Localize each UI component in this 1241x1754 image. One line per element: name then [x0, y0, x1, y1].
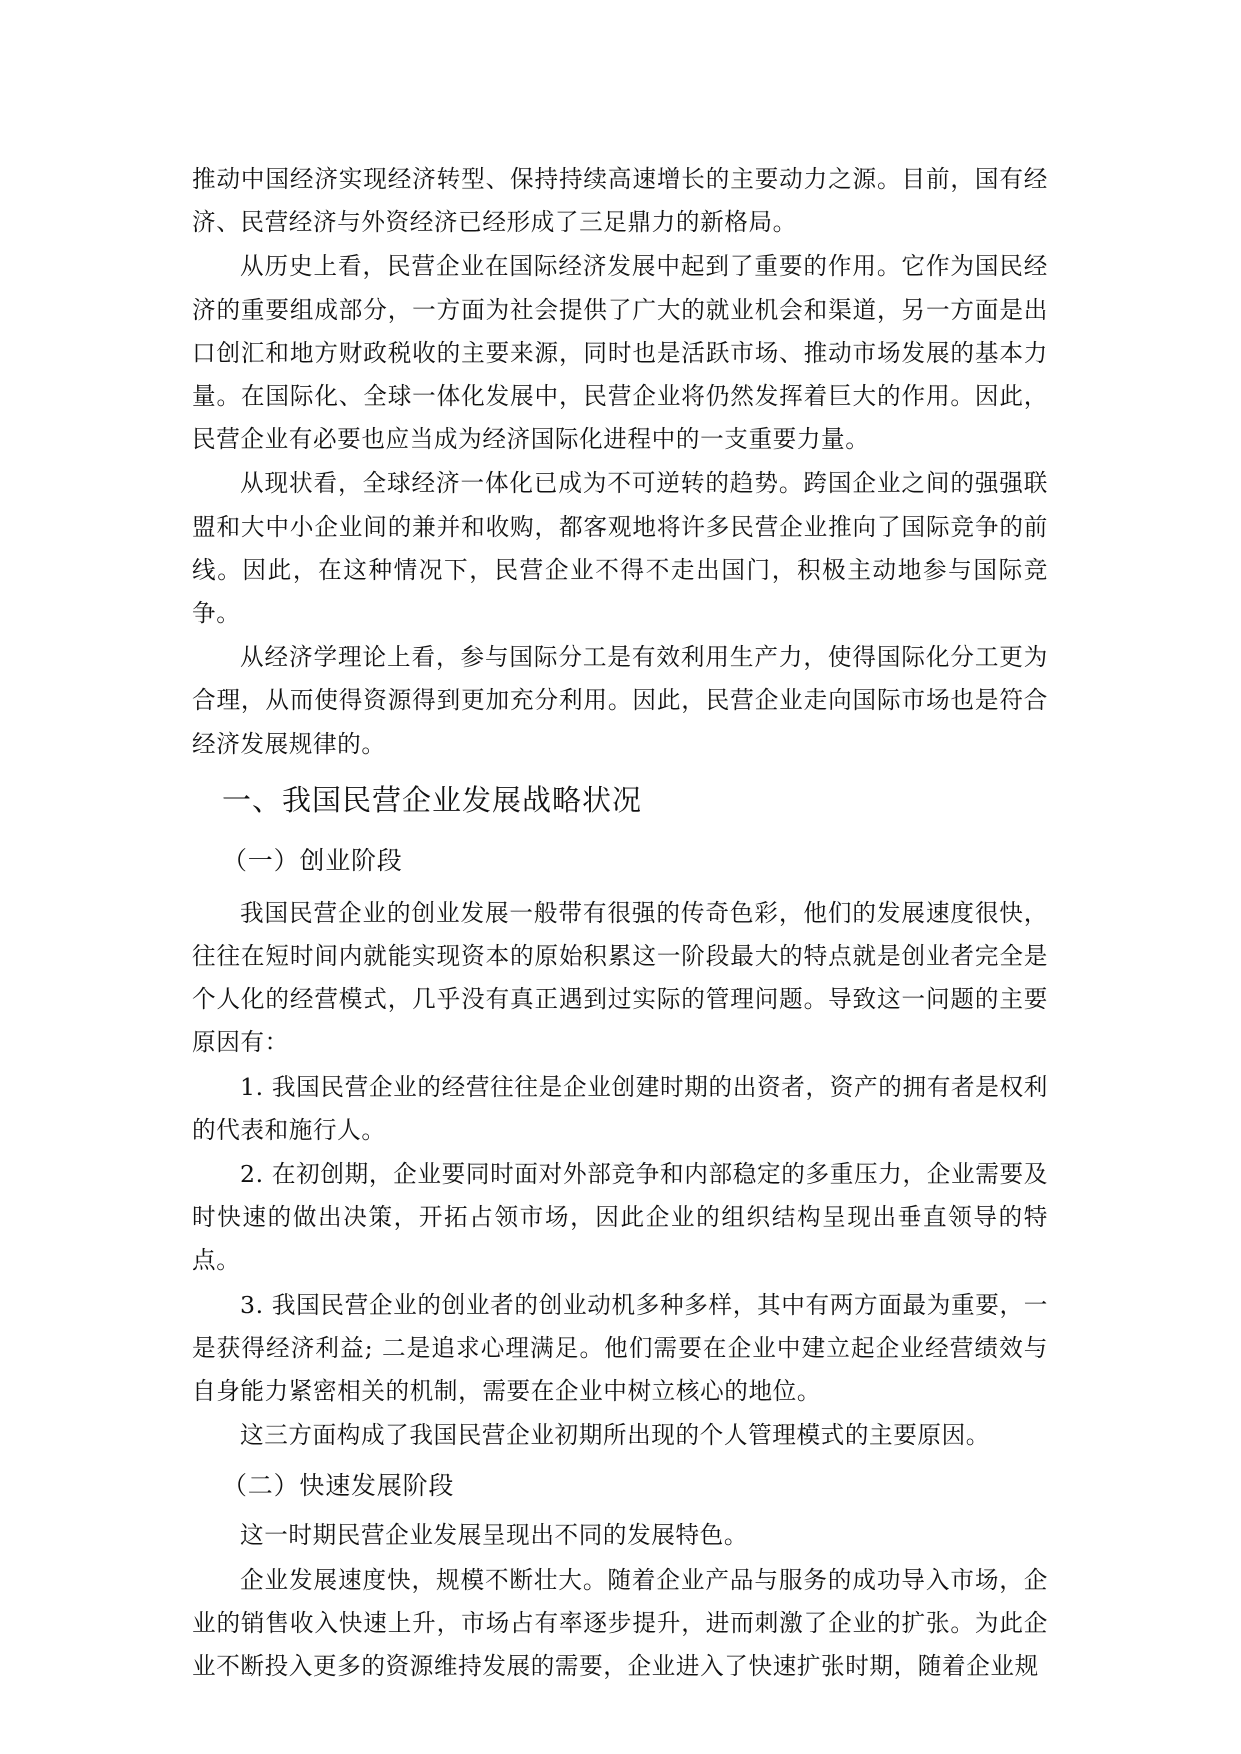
subsection-heading-1: （一）创业阶段	[222, 845, 403, 875]
subsection-heading-2: （二）快速发展阶段	[222, 1471, 455, 1501]
subsection-1-paragraph-1: 我国民营企业的创业发展一般带有很强的传奇色彩，他们的发展速度很快，往往在短时间内就能实现资本的原始积累这一阶段最大的特点就是创业者完全是个人化的经营模式，几乎没有真正遇到过实际的管理问题。导致这一问题的主要原因有：	[192, 898, 1048, 1057]
intro-paragraph-3: 从现状看，全球经济一体化已成为不可逆转的趋势。跨国企业之间的强强联盟和大中小企业间的兼并和收购，都客观地将许多民营企业推向了国际竞争的前线。因此，在这种情况下，民营企业不得不走出国门，积极主动地参与国际竞争。	[192, 469, 1048, 628]
subsection-2-paragraph-2: 企业发展速度快，规模不断壮大。随着企业产品与服务的成功导入市场，企业的销售收入快速上升，市场占有率逐步提升，进而刺激了企业的扩张。为此企业不断投入更多的资源维持发展的需要，企业进入了快速扩张时期，随着企业规	[192, 1565, 1048, 1681]
section-heading: 一、我国民营企业发展战略状况	[222, 782, 643, 817]
list-item-3: 3. 我国民营企业的创业者的创业动机多种多样，其中有两方面最为重要，一是获得经济利益; 二是追求心理满足。他们需要在企业中建立起企业经营绩效与自身能力紧密相关的机制，需要在企业中树立核心的地位。	[192, 1290, 1048, 1406]
intro-paragraph-2: 从历史上看，民营企业在国际经济发展中起到了重要的作用。它作为国民经济的重要组成部分，一方面为社会提供了广大的就业机会和渠道，另一方面是出口创汇和地方财政税收的主要来源，同时也是活跃市场、推动市场发展的基本力量。在国际化、全球一体化发展中，民营企业将仍然发挥着巨大的作用。因此，民营企业有必要也应当成为经济国际化进程中的一支重要力量。	[192, 252, 1048, 454]
subsection-1-summary: 这三方面构成了我国民营企业初期所出现的个人管理模式的主要原因。	[240, 1421, 991, 1450]
subsection-2-paragraph-1: 这一时期民营企业发展呈现出不同的发展特色。	[240, 1521, 749, 1550]
list-item-2: 2. 在初创期，企业要同时面对外部竞争和内部稳定的多重压力，企业需要及时快速的做出决策，开拓占领市场，因此企业的组织结构呈现出垂直领导的特点。	[192, 1160, 1048, 1275]
intro-paragraph-1: 推动中国经济实现经济转型、保持持续高速增长的主要动力之源。目前，国有经济、民营经济与外资经济已经形成了三足鼎力的新格局。	[192, 165, 1048, 237]
document-page	[192, 158, 1048, 1689]
intro-paragraph-4: 从经济学理论上看，参与国际分工是有效利用生产力，使得国际化分工更为合理，从而使得资源得到更加充分利用。因此，民营企业走向国际市场也是符合经济发展规律的。	[192, 643, 1048, 758]
list-item-1: 1. 我国民营企业的经营往往是企业创建时期的出资者，资产的拥有者是权利的代表和施行人。	[192, 1072, 1048, 1144]
